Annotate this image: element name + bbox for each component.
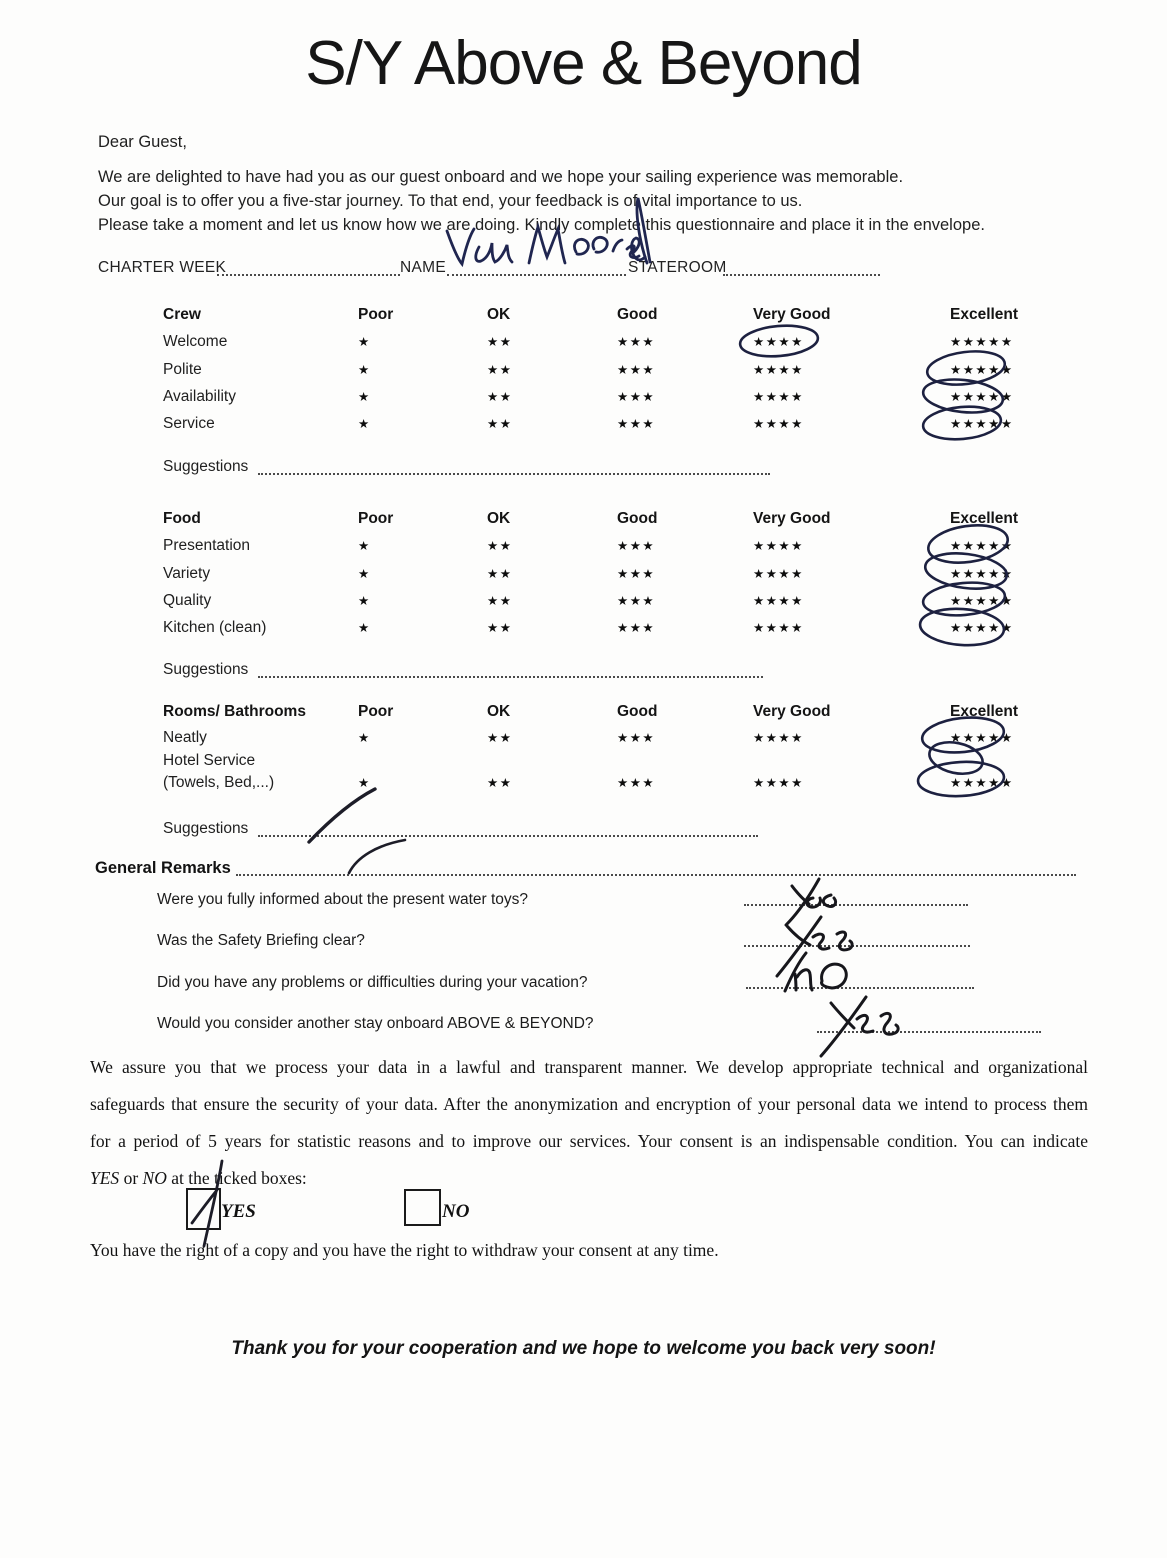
rating-cell[interactable]: ★★★ <box>617 335 656 350</box>
rating-cell[interactable]: ★★ <box>487 593 513 608</box>
row-label: Neatly <box>163 729 207 746</box>
rating-cell-selected[interactable]: ★★★★★ <box>950 731 1014 745</box>
rating-cell[interactable]: ★★★ <box>617 731 656 745</box>
answer-yes-3 <box>821 997 898 1056</box>
rating-cell[interactable]: ★★★★ <box>753 417 804 432</box>
rooms-section-title: Rooms/ Bathrooms <box>163 703 306 720</box>
rating-row-presentation <box>163 537 1060 564</box>
charter-week-field[interactable] <box>217 274 400 276</box>
rating-cell[interactable]: ★ <box>358 593 371 608</box>
scale-very-good: Very Good <box>753 703 831 720</box>
row-label: Presentation <box>163 537 251 555</box>
scale-excellent: Excellent <box>950 510 1019 527</box>
rating-cell[interactable]: ★★★★ <box>753 389 804 404</box>
rating-row-service <box>163 415 1060 442</box>
charter-week-label: CHARTER WEEK <box>98 259 227 276</box>
scale-very-good: Very Good <box>753 306 831 323</box>
question-water-toys: Were you fully informed about the present water toys? <box>157 891 529 908</box>
yes-checkbox[interactable] <box>186 1188 221 1230</box>
rating-cell-selected[interactable]: ★★★★★ <box>950 621 1014 636</box>
scale-ok: OK <box>487 306 511 323</box>
ticked-boxes-text: at the ticked boxes: <box>171 1168 307 1188</box>
question-problems: Did you have any problems or difficulties during your vacation? <box>157 974 588 991</box>
rating-cell[interactable]: ★★★★ <box>753 362 804 377</box>
page-title: S/Y Above & Beyond <box>305 29 862 98</box>
rating-cell[interactable]: ★★★★ <box>753 731 804 745</box>
answer-line-3[interactable] <box>746 987 974 989</box>
rating-row-hotel-service <box>163 752 1060 774</box>
or-word: or <box>123 1168 139 1188</box>
yes-word: YES <box>90 1168 120 1188</box>
rooms-suggestions-field[interactable] <box>258 835 758 837</box>
row-label: Kitchen (clean) <box>163 619 267 637</box>
row-label: Availability <box>163 387 236 405</box>
rating-cell[interactable]: ★★ <box>487 566 513 581</box>
rating-cell[interactable]: ★★★ <box>617 417 656 432</box>
question-safety-briefing: Was the Safety Briefing clear? <box>157 932 365 949</box>
consent-line: safeguards that ensure the security of your data. After the anonymization and encryption of your personal data we intend to process them <box>90 1094 1088 1114</box>
intro-line: Please take a moment and let us know how we are doing. Kindly complete this questionnaire and place it in the envelope. <box>98 216 985 234</box>
rating-row-welcome <box>163 333 1060 360</box>
question-another-stay: Would you consider another stay onboard ABOVE & BEYOND? <box>157 1015 594 1032</box>
general-remarks-field[interactable] <box>236 874 1076 876</box>
intro-line: Our goal is to offer you a five-star journey. To that end, your feedback is of vital importance to us. <box>98 192 803 210</box>
rating-cell[interactable]: ★★ <box>487 731 513 745</box>
rating-cell[interactable]: ★★ <box>487 417 513 432</box>
answer-line-2[interactable] <box>744 945 970 947</box>
rating-cell[interactable]: ★★★★ <box>753 539 804 554</box>
rating-cell[interactable]: ★ <box>358 417 371 432</box>
row-label: Variety <box>163 564 211 582</box>
rating-cell[interactable]: ★★ <box>487 776 513 790</box>
rating-cell[interactable]: ★★ <box>487 389 513 404</box>
scale-excellent: Excellent <box>950 306 1019 323</box>
rating-cell[interactable]: ★★★ <box>617 566 656 581</box>
intro-line: We are delighted to have had you as our guest onboard and we hope your sailing experience was memorable. <box>98 168 904 186</box>
rating-cell[interactable]: ★★★★★ <box>950 335 1014 350</box>
rating-cell-selected[interactable]: ★★★★★ <box>950 593 1014 608</box>
rating-cell[interactable]: ★ <box>358 566 371 581</box>
rating-cell[interactable]: ★ <box>358 731 371 745</box>
row-label: (Towels, Bed,...) <box>163 774 275 791</box>
stateroom-label: STATEROOM <box>628 259 727 276</box>
rating-cell-selected[interactable]: ★★★★★ <box>950 362 1014 377</box>
scale-ok: OK <box>487 510 511 527</box>
row-label: Quality <box>163 591 212 609</box>
consent-line: We assure you that we process your data in a lawful and transparent manner. We develop appropriate technical and organizational <box>90 1057 1088 1077</box>
rating-cell-selected[interactable]: ★★★★ <box>753 335 804 350</box>
rating-cell-selected[interactable]: ★★★★★ <box>950 776 1014 790</box>
scale-excellent: Excellent <box>950 703 1019 720</box>
rooms-section <box>163 703 1060 797</box>
rating-cell[interactable]: ★★★★ <box>753 566 804 581</box>
answer-line-1[interactable] <box>744 904 968 906</box>
no-checkbox[interactable] <box>404 1189 441 1226</box>
rating-cell[interactable]: ★★★ <box>617 621 656 636</box>
rooms-header-row <box>163 703 1060 729</box>
rating-cell[interactable]: ★★★ <box>617 389 656 404</box>
crew-section <box>163 306 1060 442</box>
no-checkbox-label: NO <box>442 1201 470 1222</box>
scale-poor: Poor <box>358 510 394 527</box>
rating-cell-selected[interactable]: ★★★★★ <box>950 566 1014 581</box>
food-suggestions-label: Suggestions <box>163 661 249 678</box>
answer-line-4[interactable] <box>817 1031 1041 1033</box>
row-label: Polite <box>163 360 202 378</box>
row-label: Hotel Service <box>163 752 256 769</box>
consent-line-4 <box>90 1168 307 1189</box>
rating-cell[interactable]: ★★ <box>487 539 513 554</box>
rating-cell[interactable]: ★★★ <box>617 776 656 790</box>
name-field[interactable] <box>447 274 626 276</box>
rating-cell[interactable]: ★★★ <box>617 539 656 554</box>
row-label: Welcome <box>163 333 228 351</box>
scale-very-good: Very Good <box>753 510 831 527</box>
scale-good: Good <box>617 703 658 720</box>
yes-checkbox-label: YES <box>221 1201 256 1222</box>
food-suggestions-field[interactable] <box>258 676 763 678</box>
rating-cell[interactable]: ★★★ <box>617 362 656 377</box>
crew-suggestions-label: Suggestions <box>163 458 249 475</box>
rating-cell[interactable]: ★ <box>358 362 371 377</box>
rating-row-variety <box>163 565 1060 592</box>
consent-footer: You have the right of a copy and you have the right to withdraw your consent at any time. <box>90 1240 719 1260</box>
rating-cell[interactable]: ★ <box>358 539 371 554</box>
rating-cell[interactable]: ★★★★ <box>753 593 804 608</box>
rating-cell[interactable]: ★★ <box>487 335 513 350</box>
row-label: Service <box>163 415 215 433</box>
rating-cell-selected[interactable]: ★★★★★ <box>950 417 1014 432</box>
stray-pen-strokes <box>309 789 405 873</box>
rating-cell[interactable]: ★ <box>358 335 371 350</box>
closing-message: Thank you for your cooperation and we hope to welcome you back very soon! <box>231 1338 936 1359</box>
food-header-row <box>163 510 1060 537</box>
rating-row-polite <box>163 361 1060 388</box>
scale-good: Good <box>617 510 658 527</box>
rating-cell[interactable]: ★★★★ <box>753 621 804 636</box>
answer-yes-1 <box>786 879 836 925</box>
stateroom-field[interactable] <box>723 274 880 276</box>
general-remarks-label: General Remarks <box>95 859 231 877</box>
crew-header-row <box>163 306 1060 333</box>
rooms-suggestions-label: Suggestions <box>163 820 249 837</box>
rating-cell-selected[interactable]: ★★★★★ <box>950 539 1014 554</box>
crew-section-title: Crew <box>163 306 201 323</box>
rating-row-quality <box>163 592 1060 619</box>
rating-cell[interactable]: ★★★★ <box>753 776 804 790</box>
rating-row-kitchen <box>163 619 1060 646</box>
rating-cell[interactable]: ★ <box>358 389 371 404</box>
scale-poor: Poor <box>358 306 394 323</box>
consent-line: for a period of 5 years for statistic reasons and to improve our services. Your consent is an indispensable condition. You can indicate <box>90 1131 1088 1151</box>
scale-poor: Poor <box>358 703 394 720</box>
greeting: Dear Guest, <box>98 133 187 151</box>
food-section <box>163 510 1060 646</box>
rating-row-neatly <box>163 729 1060 752</box>
name-label: NAME <box>400 259 446 276</box>
answer-no <box>785 953 846 991</box>
rating-cell[interactable]: ★★ <box>487 621 513 636</box>
rating-cell[interactable]: ★ <box>358 621 371 636</box>
scale-ok: OK <box>487 703 511 720</box>
rating-cell[interactable]: ★★★ <box>617 593 656 608</box>
rating-row-availability <box>163 388 1060 415</box>
rating-cell[interactable]: ★★ <box>487 362 513 377</box>
crew-suggestions-field[interactable] <box>258 473 770 475</box>
no-word: NO <box>142 1168 167 1188</box>
rating-cell[interactable]: ★ <box>358 776 371 790</box>
rating-row-towels-bed <box>163 774 1060 797</box>
food-section-title: Food <box>163 510 201 527</box>
scale-good: Good <box>617 306 658 323</box>
rating-cell-selected[interactable]: ★★★★★ <box>950 389 1014 404</box>
